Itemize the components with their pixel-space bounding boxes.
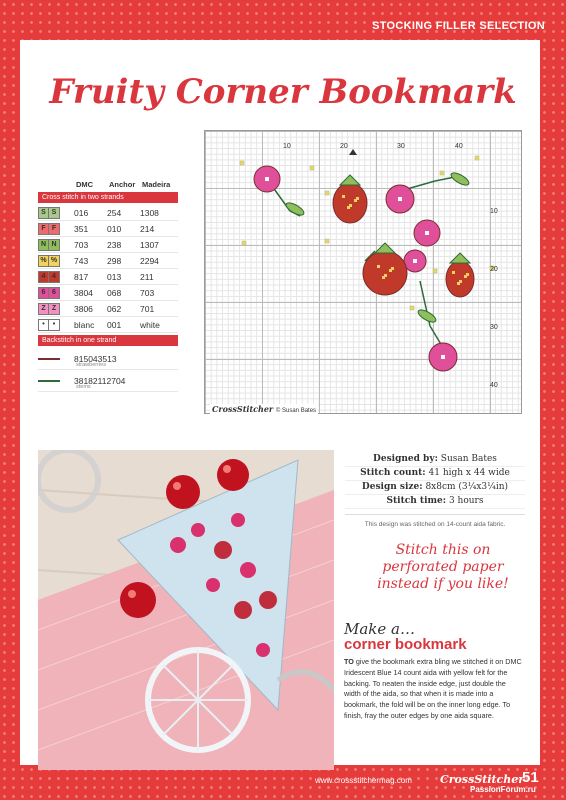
anchor-value: 254 — [107, 207, 122, 218]
chart-num-right-10: 10 — [490, 208, 498, 215]
key-row — [38, 317, 178, 333]
leaf — [449, 171, 470, 188]
strawberry-seed — [464, 275, 467, 278]
swatch-symbol: N — [51, 240, 57, 248]
thread-swatch — [38, 319, 60, 331]
swatch-symbol: 6 — [52, 288, 56, 296]
sparkle-stitch — [440, 171, 444, 175]
thread-swatch — [38, 287, 60, 299]
count-value: 41 high x 44 wide — [428, 468, 510, 478]
dmc-value: 3806 — [74, 303, 93, 314]
dmc-value: 016 — [74, 207, 89, 218]
leaf — [284, 201, 305, 218]
cherry-highlight — [398, 197, 402, 201]
designed-label: Designed by: — [373, 454, 438, 464]
tip-callout: Stitch this on perforated paper instead if you like! — [377, 542, 509, 592]
madeira-value: white — [140, 319, 160, 330]
anchor-value: 043 — [88, 353, 103, 364]
strawberry-seed — [389, 269, 392, 272]
backstitch-row — [38, 348, 178, 370]
make-title: corner bookmark — [344, 636, 467, 653]
designed-value: Susan Bates — [440, 454, 497, 464]
backstitch-row — [38, 370, 178, 392]
key-row — [38, 221, 178, 237]
chart-num-top-40: 40 — [455, 143, 463, 150]
dmc-value: 3818 — [74, 375, 93, 386]
strawberry — [363, 251, 407, 295]
strawberry-top — [375, 243, 395, 253]
strawberry-seed — [347, 206, 350, 209]
swatch-symbol: F — [51, 224, 57, 232]
page-number: 51 — [522, 769, 539, 786]
key-col-madeira: Madeira — [142, 180, 171, 189]
swatch-symbol: % — [39, 256, 49, 266]
center-marker — [349, 149, 357, 155]
swatch-symbol: 4 — [39, 272, 49, 282]
anchor-value: 062 — [107, 303, 122, 314]
thread-swatch — [38, 223, 60, 235]
swatch-symbol: • — [39, 320, 49, 330]
swatch-symbol: 4 — [52, 272, 56, 280]
strawberry — [333, 183, 367, 223]
madeira-value: 701 — [140, 303, 155, 314]
swatch-symbol: Z — [51, 304, 57, 312]
section-label: STOCKING FILLER SELECTION — [372, 20, 545, 32]
key-row — [38, 301, 178, 317]
size-label: Design size: — [361, 482, 423, 492]
swatch-symbol: N — [39, 240, 49, 250]
swatch-symbol: • — [52, 320, 56, 328]
madeira-value: 1307 — [140, 239, 159, 250]
time-value: 3 hours — [448, 496, 484, 506]
dmc-value: 815 — [74, 353, 89, 364]
strawberry-top — [450, 253, 470, 263]
strawberry-top — [340, 175, 360, 185]
cherry-highlight — [265, 177, 269, 181]
count-label: Stitch count: — [360, 468, 426, 478]
thread-swatch — [38, 239, 60, 251]
thread-swatch — [38, 255, 60, 267]
key-col-anchor: Anchor — [109, 180, 136, 189]
madeira-value: 513 — [102, 353, 117, 364]
sparkle-stitch — [240, 161, 244, 165]
time-label: Stitch time: — [386, 496, 447, 506]
cherry-highlight — [441, 355, 445, 359]
key-rows — [38, 205, 178, 333]
footer-brand: CrossStitcher — [440, 773, 525, 786]
chart-num-right-40: 40 — [490, 382, 498, 389]
anchor-value: 298 — [107, 255, 122, 266]
sparkle-stitch — [325, 191, 329, 195]
anchor-value: 013 — [107, 271, 122, 282]
chart-num-right-20: 20 — [490, 266, 498, 273]
madeira-value: 211 — [140, 271, 154, 282]
strawberry-seed — [342, 195, 345, 198]
madeira-value: 1308 — [140, 207, 159, 218]
chart-num-top-20: 20 — [340, 143, 348, 150]
size-value: 8x8cm (3¼x3¼in) — [425, 482, 509, 492]
sparkle-stitch — [310, 166, 314, 170]
backstitch-note: stems — [76, 384, 91, 390]
anchor-value: 068 — [107, 287, 122, 298]
cherry-highlight — [413, 259, 417, 263]
design-details — [345, 453, 525, 531]
chart-num-top-30: 30 — [397, 143, 405, 150]
make-lead: TO — [344, 657, 354, 666]
backstitch-line — [38, 380, 60, 382]
fabric-note: This design was stitched on 14-count aida fabric. — [345, 514, 525, 531]
key-row — [38, 237, 178, 253]
key-col-dmc: DMC — [76, 180, 94, 189]
make-text: give the bookmark extra bling we stitched it on DMC Iridescent Blue 14 count aida with yellow felt for the backing. To neaten the inside edge, just double the width of the aida, so that when it is made into a bookmark, the fold will be on the inner long edge. To finish, fray the outer edges by one aida square. — [344, 657, 522, 720]
sparkle-stitch — [433, 269, 437, 273]
sparkle-stitch — [410, 306, 414, 310]
dmc-value: 351 — [74, 223, 89, 234]
sparkle-stitch — [475, 156, 479, 160]
strawberry — [446, 261, 474, 297]
chart-num-right-30: 30 — [490, 324, 498, 331]
key-row — [38, 285, 178, 301]
swatch-symbol: 6 — [39, 288, 49, 298]
dmc-value: blanc — [74, 319, 95, 330]
chart-num-top-10: 10 — [283, 143, 291, 150]
sparkle-stitch — [242, 241, 246, 245]
anchor-value: 001 — [107, 319, 122, 330]
madeira-value: 2704 — [106, 375, 126, 386]
swatch-symbol: F — [39, 224, 49, 234]
madeira-value: 2294 — [140, 255, 159, 266]
thread-key — [38, 180, 178, 392]
key-row — [38, 253, 178, 269]
thread-swatch — [38, 207, 60, 219]
make-kicker: Make a… — [344, 620, 415, 638]
thread-swatch — [38, 271, 60, 283]
footer-url[interactable]: www.crossstitchermag.com — [315, 776, 412, 785]
key-section-cross: Cross stitch in two strands — [38, 192, 178, 203]
key-row — [38, 269, 178, 285]
chart-brand — [210, 404, 318, 414]
swatch-symbol: Z — [39, 304, 49, 314]
dmc-value: 743 — [74, 255, 89, 266]
watermark: PassionForum.ru — [470, 785, 536, 794]
dmc-value: 3804 — [74, 287, 93, 298]
anchor-value: 238 — [107, 239, 122, 250]
thread-swatch — [38, 303, 60, 315]
project-photo — [38, 450, 334, 770]
dmc-value: 703 — [74, 239, 89, 250]
madeira-value: 703 — [140, 287, 155, 298]
strawberry-seed — [354, 199, 357, 202]
strawberry-seed — [377, 265, 380, 268]
sparkle-stitch — [325, 239, 329, 243]
make-body — [344, 657, 522, 722]
key-row — [38, 205, 178, 221]
strawberry-seed — [452, 271, 455, 274]
cherry-highlight — [425, 231, 429, 235]
backstitch-line — [38, 358, 60, 360]
madeira-value: 214 — [140, 223, 155, 234]
page-title: Fruity Corner Bookmark — [49, 72, 517, 112]
swatch-symbol: S — [51, 208, 57, 216]
photo-illustration — [38, 450, 334, 770]
chart-credit: © Susan Bates — [275, 408, 317, 414]
key-section-back: Backstitch in one strand — [38, 335, 178, 346]
chart-motif — [205, 131, 523, 415]
backstitch-note: strawberries — [76, 362, 106, 368]
anchor-value: 010 — [107, 223, 122, 234]
chart-brand-logo: CrossStitcher — [212, 404, 274, 414]
stitch-chart — [204, 130, 522, 414]
key-header — [38, 180, 178, 189]
anchor-value: 211 — [92, 375, 107, 386]
dmc-value: 817 — [74, 271, 89, 282]
strawberry-seed — [382, 276, 385, 279]
swatch-symbol: S — [39, 208, 49, 218]
backstitch-rows — [38, 348, 178, 392]
swatch-symbol: % — [50, 256, 58, 264]
strawberry-seed — [457, 282, 460, 285]
